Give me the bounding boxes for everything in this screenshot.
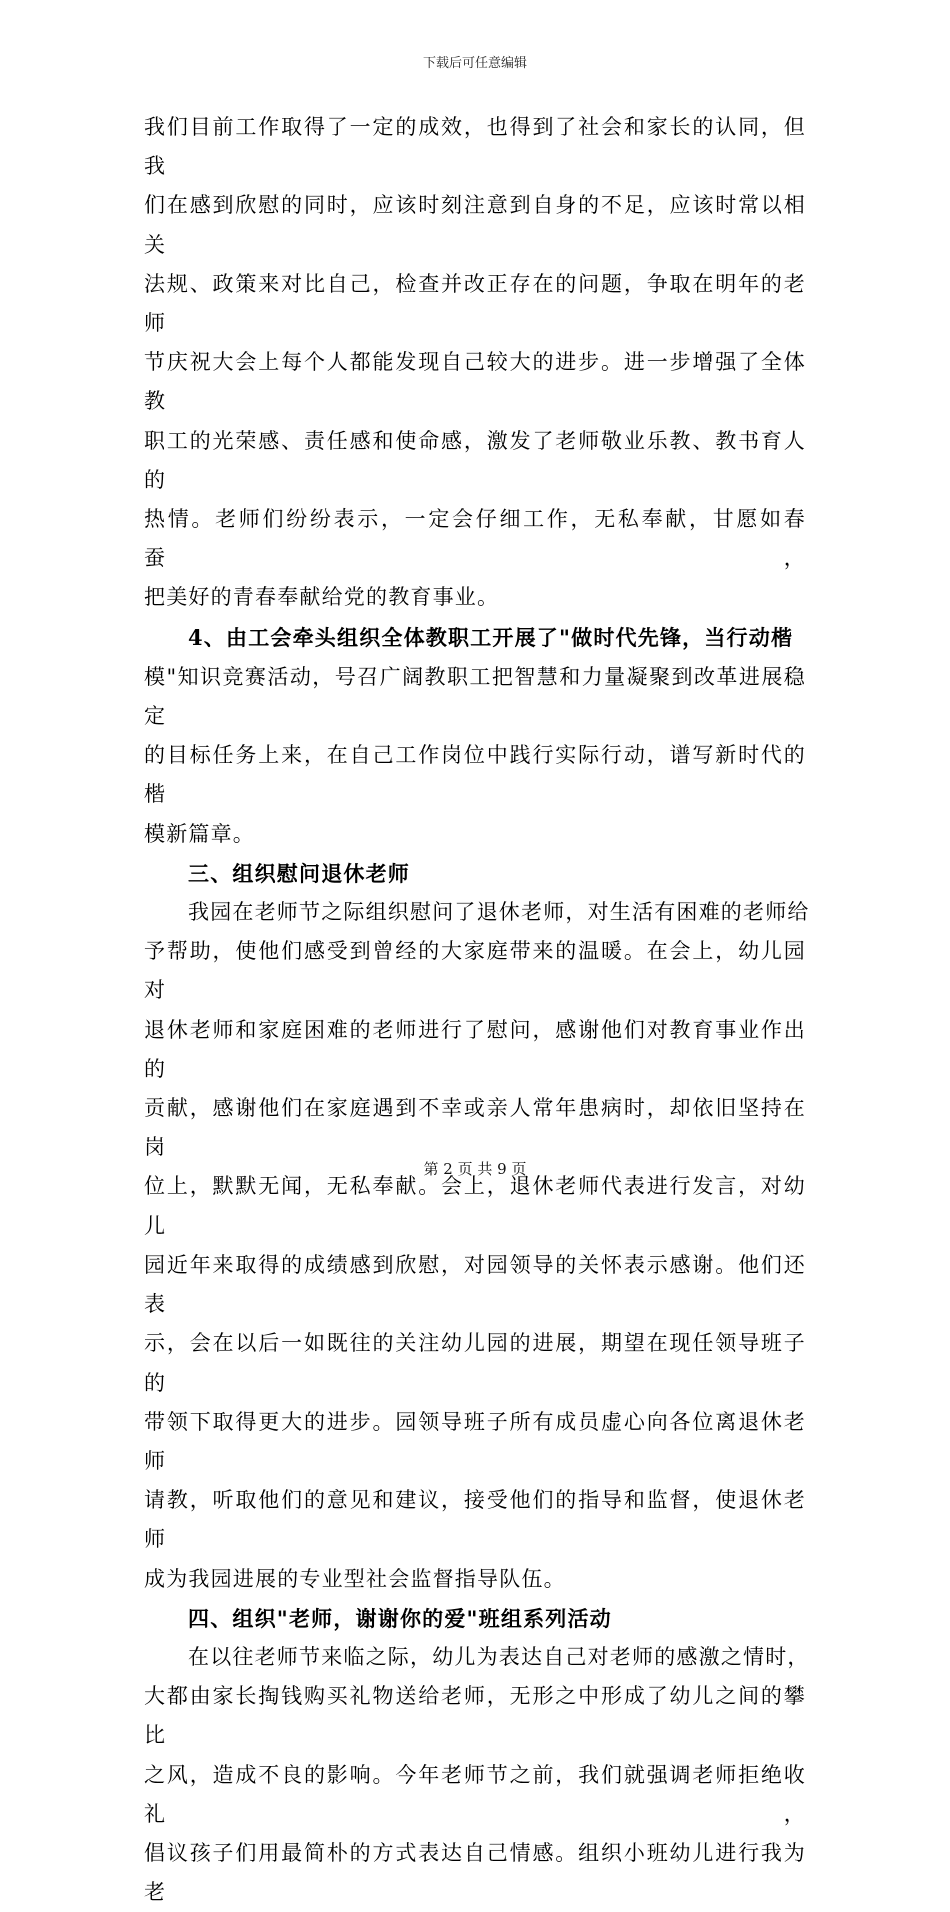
text-line: 倡议孩子们用最简朴的方式表达自己情感。组织小班幼儿进行我为老 (144, 1840, 806, 1905)
text-line: 大都由家长掏钱购买礼物送给老师，无形之中形成了幼儿之间的攀比 (144, 1684, 806, 1748)
paragraph-1 (144, 108, 806, 618)
item-number: 4、由工会牵头组织全体教职工开展了"做时代先锋，当行动楷 (188, 624, 794, 650)
text-line: 职工的光荣感、责任感和使命感，激发了老师敬业乐教、教书育人的 (144, 428, 806, 492)
text-line: 把美好的青春奉献给党的教育事业。 (144, 585, 500, 610)
text-line: 成为我园进展的专业型社会监督指导队伍。 (144, 1566, 566, 1591)
page-header: 下载后可任意编辑 (422, 56, 527, 71)
text-line: 位上，默默无闻，无私奉献。会上，退休老师代表进行发言，对幼儿 (144, 1174, 806, 1238)
page-footer: 第 2 页 共 9 页 (423, 1160, 527, 1178)
section-heading-4: 四、组织"老师，谢谢你的爱"班组系列活动 (188, 1605, 612, 1631)
text-line: 请教，听取他们的意见和建议，接受他们的指导和监督，使退休老师 (144, 1488, 806, 1552)
text-line: 园近年来取得的成绩感到欣慰，对园领导的关怀表示感谢。他们还表 (144, 1252, 806, 1317)
text-line: 退休老师和家庭困难的老师进行了慰问，感谢他们对教育事业作出的 (144, 1017, 806, 1081)
text-line: 在以往老师节来临之际，幼儿为表达自己对老师的感激之情时， (188, 1644, 810, 1669)
text-line: 示，会在以后一如既往的关注幼儿园的进展，期望在现任领导班子的 (144, 1331, 806, 1395)
paragraph-2 (144, 618, 806, 854)
text-line: 之风，造成不良的影响。今年老师节之前，我们就强调老师拒绝收礼， (144, 1762, 806, 1826)
text-line: 们在感到欣慰的同时，应该时刻注意到自身的不足，应该时常以相关 (144, 193, 806, 257)
document-body (144, 108, 810, 1912)
text-line (144, 618, 806, 658)
text-line: 节庆祝大会上每个人都能发现自己较大的进步。进一步增强了全体教 (144, 350, 806, 414)
text-line: 予帮助，使他们感受到曾经的大家庭带来的温暖。在会上，幼儿园对 (144, 939, 806, 1003)
text-line: 模新篇章。 (144, 821, 255, 846)
text-line: 贡献，感谢他们在家庭遇到不幸或亲人常年患病时，却依旧坚持在岗 (144, 1096, 806, 1160)
text-line: 模"知识竞赛活动，号召广阔教职工把智慧和力量凝聚到改革进展稳定 (144, 664, 806, 729)
text-line: 热情。老师们纷纷表示，一定会仔细工作，无私奉献，甘愿如春蚕， (144, 507, 806, 571)
text-line: 我们目前工作取得了一定的成效，也得到了社会和家长的认同，但我 (144, 115, 806, 179)
paragraph-4 (144, 1638, 810, 1912)
paragraph-3 (144, 893, 810, 1599)
text-line: 带领下取得更大的进步。园领导班子所有成员虚心向各位离退休老师 (144, 1409, 806, 1473)
text-line: 我园在老师节之际组织慰问了退休老师，对生活有困难的老师给 (188, 900, 810, 925)
text-line: 法规、政策来对比自己，检查并改正存在的问题，争取在明年的老师 (144, 271, 806, 336)
text-line: 的目标任务上来，在自己工作岗位中践行实际行动，谱写新时代的楷 (144, 743, 806, 807)
section-heading-3: 三、组织慰问退休老师 (188, 860, 410, 886)
